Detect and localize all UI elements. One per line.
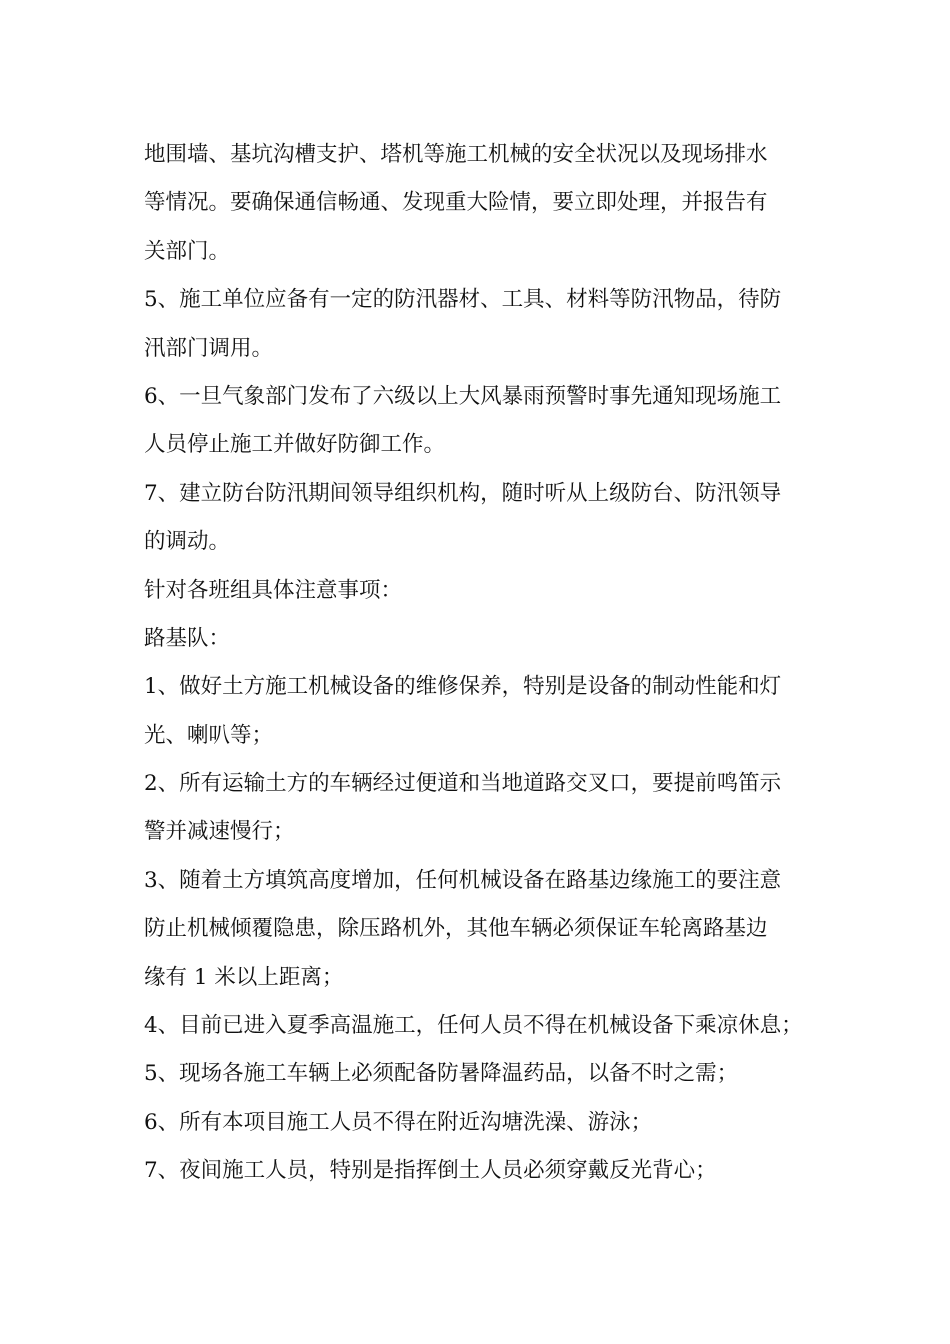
text-line: 人员停止施工并做好防御工作。 [144, 432, 446, 458]
text-line: 7、建立防台防汛期间领导组织机构，随时听从上级防台、防汛领导 [144, 480, 782, 506]
text-line: 警并减速慢行； [144, 819, 295, 845]
text-line: 缘有 1 米以上距离； [144, 964, 344, 990]
text-line: 的调动。 [144, 529, 231, 555]
text-line: 2、所有运输土方的车辆经过便道和当地道路交叉口，要提前鸣笛示 [144, 771, 782, 797]
subsection-heading: 路基队： [144, 625, 231, 651]
text-line: 6、一旦气象部门发布了六级以上大风暴雨预警时事先通知现场施工 [144, 383, 782, 409]
document-body [144, 131, 814, 1196]
text-line: 1、做好土方施工机械设备的维修保养，特别是设备的制动性能和灯 [144, 674, 782, 700]
text-line: 4、目前已进入夏季高温施工，任何人员不得在机械设备下乘凉休息； [144, 1013, 803, 1039]
text-line: 7、夜间施工人员，特别是指挥倒土人员必须穿戴反光背心； [144, 1158, 717, 1184]
text-line: 6、所有本项目施工人员不得在附近沟塘洗澡、游泳； [144, 1109, 653, 1135]
text-line: 地围墙、基坑沟槽支护、塔机等施工机械的安全状况以及现场排水 [144, 142, 768, 167]
text-line: 5、现场各施工车辆上必须配备防暑降温药品，以备不时之需； [144, 1061, 739, 1087]
text-line: 关部门。 [144, 238, 231, 264]
text-line: 5、施工单位应备有一定的防汛器材、工具、材料等防汛物品，待防 [144, 287, 782, 313]
text-line: 等情况。要确保通信畅通、发现重大险情，要立即处理，并报告有 [144, 190, 768, 216]
text-line: 3、随着土方填筑高度增加，任何机械设备在路基边缘施工的要注意 [144, 867, 782, 893]
text-line: 汛部门调用。 [144, 335, 274, 361]
text-line: 光、喇叭等； [144, 722, 274, 748]
text-line: 防止机械倾覆隐患，除压路机外，其他车辆必须保证车轮离路基边 [144, 916, 768, 942]
section-heading: 针对各班组具体注意事项： [144, 577, 403, 603]
